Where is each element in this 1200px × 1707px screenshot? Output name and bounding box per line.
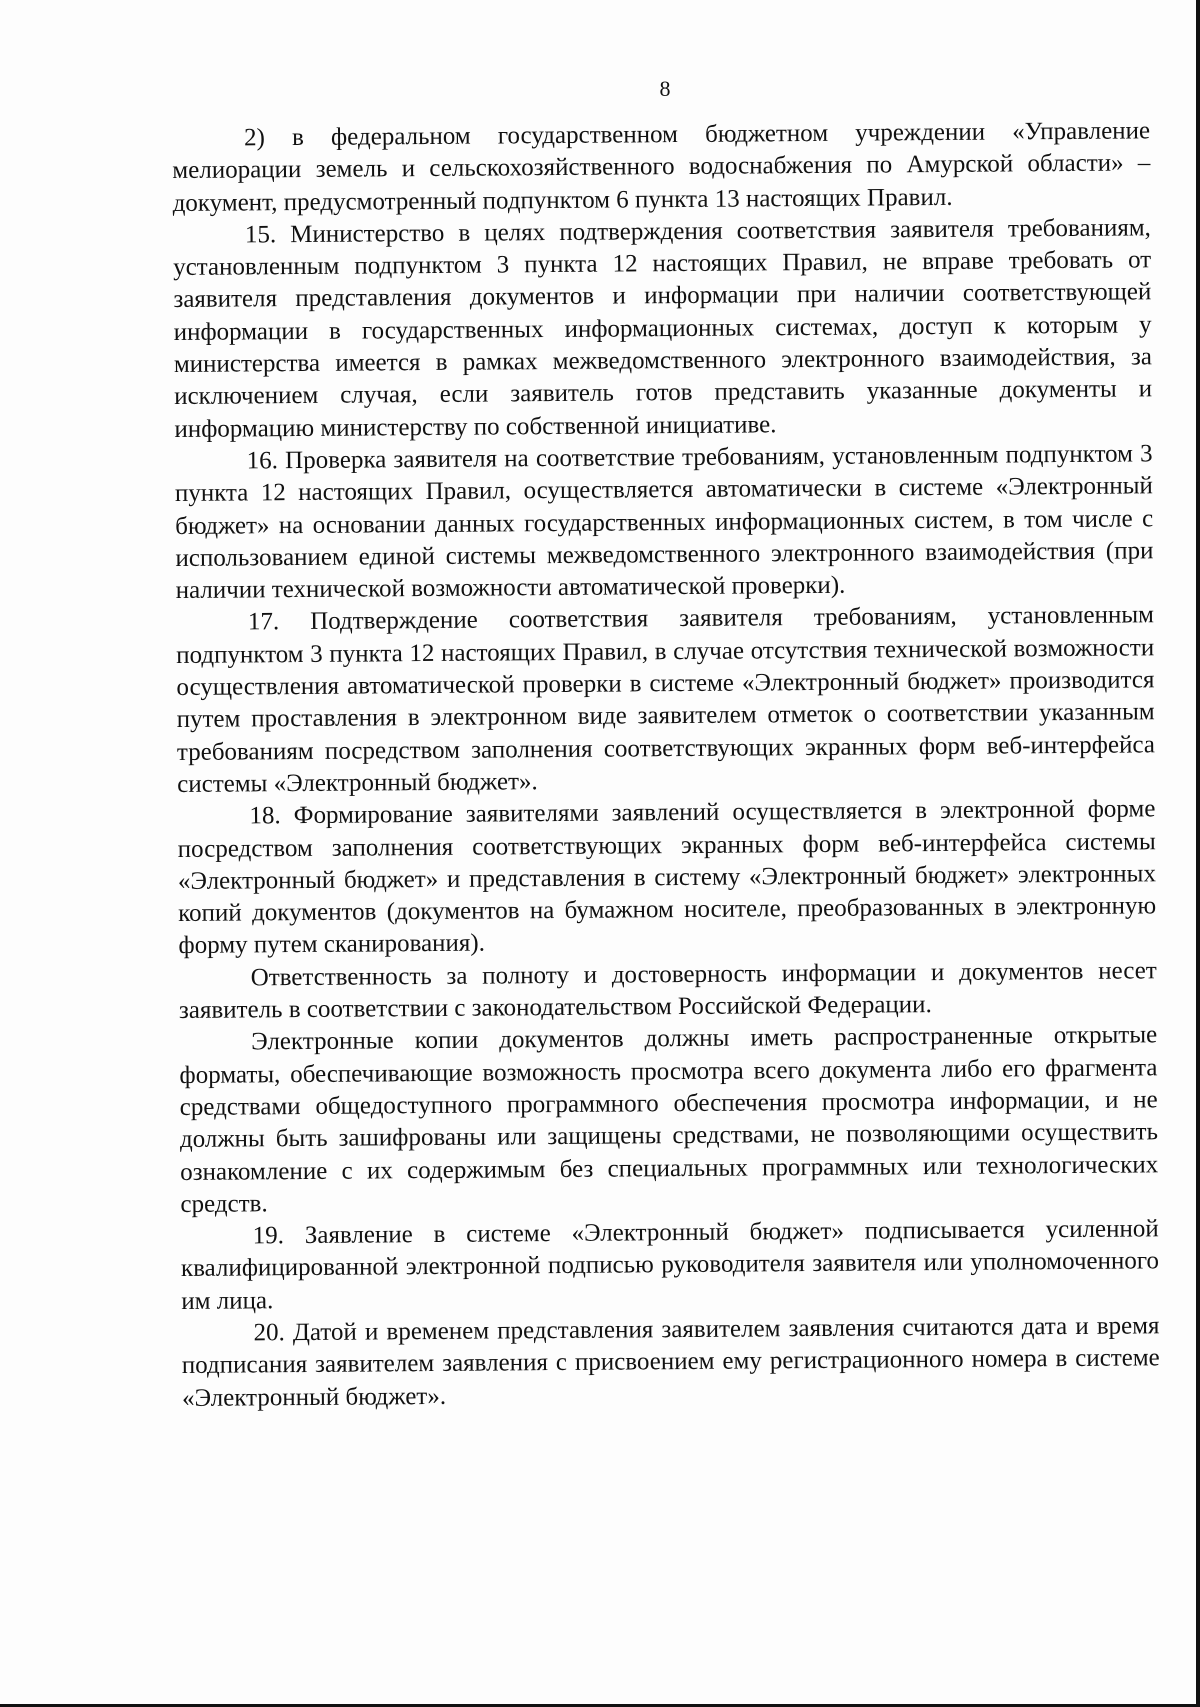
paragraph-19: 19. Заявление в системе «Электронный бюджет» подписывается усиленной квалифицированной электронной подписью руководителя заявителя или уполномоченного им лица. [180, 1215, 1160, 1315]
page-number: 8 [659, 76, 671, 101]
scan-edge-right [1196, 0, 1200, 1707]
paragraph-18-electronic-copies: Электронные копии документов должны иметь распространенные открытые форматы, обеспечивающие возможность просмотра всего документа либо его фрагмента средствами общедоступного программного обеспечения просмотра информации, и не должны быть зашифрованы или защищены средствами, не позволяющими осуществить ознакомление с их содержимым без специальных программных или технологических средств. [179, 1021, 1159, 1218]
document-body [172, 115, 1160, 1415]
paragraph-item-2: 2) в федеральном государственном бюджетном учреждении «Управление мелиорации земель и сельскохозяйственного водоснабжения по Амурской области» – документ, предусмотренный подпунктом 6 пункта 13 настоящих Правил. [172, 117, 1151, 217]
paragraph-20: 20. Датой и временем представления заявителем заявления считаются дата и время подписания заявителем заявления с присвоением ему регистрационного номера в системе «Электронный бюджет». [181, 1312, 1160, 1412]
paragraph-15: 15. Министерство в целях подтверждения соответствия заявителя требованиям, установленным подпунктом 3 пункта 12 настоящих Правил, не вправе требовать от заявителя представления документов и информации при наличии соответствующей информации в государственных информационных системах, доступ к которым у министерства имеется в рамках межведомственного электронного взаимодействия, за исключением случая, если заявитель готов представить указанные документы и информацию министерству по собственной инициативе. [173, 214, 1153, 443]
paragraph-17: 17. Подтверждение соответствия заявителя требованиям, установленным подпунктом 3 пункта 12 настоящих Правил, в случае отсутствия технической возможности осуществления автоматической проверки в системе «Электронный бюджет» производится путем проставления в электронном виде заявителем отметок о соответствии указанным требованиям посредством заполнения соответствующих экранных форм веб-интерфейса системы «Электронный бюджет». [176, 601, 1156, 798]
paragraph-16: 16. Проверка заявителя на соответствие требованиям, установленным подпунктом 3 пункта 12 настоящих Правил, осуществляется автоматически в системе «Электронный бюджет» на основании данных государственных информационных систем, в том числе с использованием единой системы межведомственного электронного взаимодействия (при наличии технической возможности автоматической проверки). [174, 440, 1154, 605]
paragraph-18: 18. Формирование заявителями заявлений осуществляется в электронной форме посредством заполнения соответствующих экранных форм веб-интерфейса системы «Электронный бюджет» и представления в систему «Электронный бюджет» электронных копий документов (документов на бумажном носителе, преобразованных в электронную форму путем сканирования). [177, 795, 1157, 960]
paragraph-18-responsibility: Ответственность за полноту и достоверность информации и документов несет заявитель в соответствии с законодательством Российской Федерации. [178, 957, 1157, 1024]
